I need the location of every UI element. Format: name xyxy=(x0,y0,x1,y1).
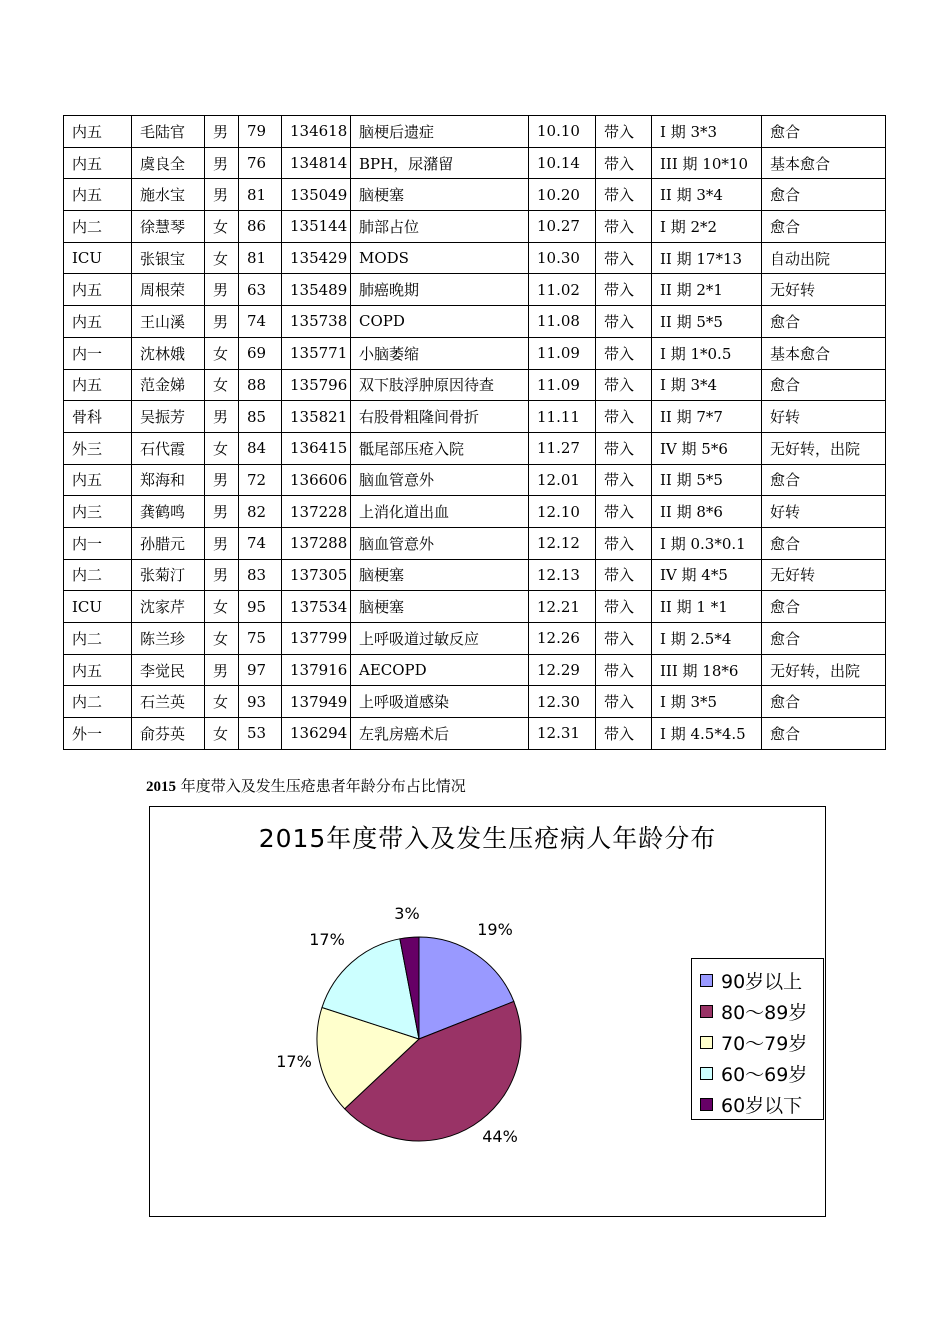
cell-diagnosis: 脑血管意外 xyxy=(351,464,529,496)
cell-age: 85 xyxy=(239,401,282,433)
cell-dept: 内二 xyxy=(64,623,132,655)
cell-diagnosis: 双下肢浮肿原因待查 xyxy=(351,369,529,401)
cell-diagnosis: 肺部占位 xyxy=(351,211,529,243)
cell-sex: 女 xyxy=(205,337,239,369)
cell-dept: 内五 xyxy=(64,147,132,179)
cell-date: 11.08 xyxy=(529,306,596,338)
table-row xyxy=(64,369,886,401)
cell-dept: 内二 xyxy=(64,559,132,591)
cell-outcome: 好转 xyxy=(762,401,886,433)
cell-sex: 男 xyxy=(205,274,239,306)
cell-sex: 男 xyxy=(205,559,239,591)
cell-sex: 男 xyxy=(205,527,239,559)
cell-outcome: 愈合 xyxy=(762,179,886,211)
cell-age: 88 xyxy=(239,369,282,401)
chart-caption xyxy=(146,775,466,796)
cell-age: 86 xyxy=(239,211,282,243)
patient-table xyxy=(63,115,886,750)
cell-outcome: 自动出院 xyxy=(762,242,886,274)
table-row xyxy=(64,718,886,750)
cell-dept: ICU xyxy=(64,591,132,623)
cell-outcome: 愈合 xyxy=(762,623,886,655)
cell-stage-size: II 期 1 *1 xyxy=(652,591,762,623)
cell-dept: 骨科 xyxy=(64,401,132,433)
cell-outcome: 愈合 xyxy=(762,686,886,718)
cell-sex: 女 xyxy=(205,242,239,274)
cell-record-no: 137534 xyxy=(282,591,351,623)
table-row xyxy=(64,211,886,243)
cell-name: 李觉民 xyxy=(132,654,205,686)
legend-swatch-90-plus xyxy=(700,974,713,987)
cell-dept: 内一 xyxy=(64,527,132,559)
cell-date: 11.09 xyxy=(529,369,596,401)
cell-age: 82 xyxy=(239,496,282,528)
legend-item-80-89 xyxy=(700,996,807,1026)
cell-sex: 女 xyxy=(205,369,239,401)
cell-date: 10.14 xyxy=(529,147,596,179)
cell-record-no: 135738 xyxy=(282,306,351,338)
cell-dept: 内三 xyxy=(64,496,132,528)
cell-source: 带入 xyxy=(596,306,652,338)
cell-sex: 男 xyxy=(205,306,239,338)
cell-date: 12.01 xyxy=(529,464,596,496)
cell-sex: 男 xyxy=(205,401,239,433)
cell-record-no: 135429 xyxy=(282,242,351,274)
legend-label-under-60: 60岁以下 xyxy=(721,1094,803,1117)
table-body xyxy=(64,116,886,750)
data-label-70-79: 17% xyxy=(276,1052,312,1071)
cell-name: 徐慧琴 xyxy=(132,211,205,243)
cell-date: 12.13 xyxy=(529,559,596,591)
cell-name: 王山溪 xyxy=(132,306,205,338)
cell-record-no: 134618 xyxy=(282,116,351,148)
cell-sex: 女 xyxy=(205,623,239,655)
cell-source: 带入 xyxy=(596,274,652,306)
cell-record-no: 136294 xyxy=(282,718,351,750)
cell-diagnosis: 脑梗塞 xyxy=(351,559,529,591)
cell-date: 12.31 xyxy=(529,718,596,750)
cell-stage-size: III 期 10*10 xyxy=(652,147,762,179)
cell-date: 10.20 xyxy=(529,179,596,211)
cell-name: 沈家芹 xyxy=(132,591,205,623)
cell-record-no: 137305 xyxy=(282,559,351,591)
cell-source: 带入 xyxy=(596,179,652,211)
cell-sex: 女 xyxy=(205,686,239,718)
cell-source: 带入 xyxy=(596,496,652,528)
cell-age: 79 xyxy=(239,116,282,148)
cell-diagnosis: 骶尾部压疮入院 xyxy=(351,432,529,464)
cell-name: 沈林娥 xyxy=(132,337,205,369)
cell-outcome: 愈合 xyxy=(762,718,886,750)
cell-diagnosis: AECOPD xyxy=(351,654,529,686)
cell-stage-size: I 期 2*2 xyxy=(652,211,762,243)
cell-outcome: 愈合 xyxy=(762,116,886,148)
cell-age: 75 xyxy=(239,623,282,655)
legend-item-60-69 xyxy=(700,1058,807,1088)
cell-age: 53 xyxy=(239,718,282,750)
cell-diagnosis: 右股骨粗隆间骨折 xyxy=(351,401,529,433)
cell-source: 带入 xyxy=(596,686,652,718)
cell-name: 张银宝 xyxy=(132,242,205,274)
cell-age: 83 xyxy=(239,559,282,591)
cell-age: 63 xyxy=(239,274,282,306)
cell-record-no: 137949 xyxy=(282,686,351,718)
cell-source: 带入 xyxy=(596,337,652,369)
cell-date: 10.10 xyxy=(529,116,596,148)
cell-record-no: 136606 xyxy=(282,464,351,496)
cell-diagnosis: 脑梗塞 xyxy=(351,179,529,211)
cell-dept: ICU xyxy=(64,242,132,274)
cell-sex: 男 xyxy=(205,654,239,686)
caption-year: 2015 xyxy=(146,779,176,795)
cell-date: 11.27 xyxy=(529,432,596,464)
cell-source: 带入 xyxy=(596,559,652,591)
cell-source: 带入 xyxy=(596,116,652,148)
cell-age: 93 xyxy=(239,686,282,718)
cell-record-no: 137228 xyxy=(282,496,351,528)
cell-age: 69 xyxy=(239,337,282,369)
cell-date: 11.09 xyxy=(529,337,596,369)
cell-dept: 内五 xyxy=(64,369,132,401)
cell-name: 俞芬英 xyxy=(132,718,205,750)
cell-stage-size: II 期 17*13 xyxy=(652,242,762,274)
chart-legend xyxy=(691,958,824,1120)
legend-swatch-under-60 xyxy=(700,1098,713,1111)
cell-dept: 内五 xyxy=(64,116,132,148)
cell-name: 石兰英 xyxy=(132,686,205,718)
cell-date: 11.11 xyxy=(529,401,596,433)
cell-age: 97 xyxy=(239,654,282,686)
cell-source: 带入 xyxy=(596,401,652,433)
table-row xyxy=(64,623,886,655)
cell-diagnosis: 脑血管意外 xyxy=(351,527,529,559)
table-row xyxy=(64,559,886,591)
cell-outcome: 无好转 xyxy=(762,274,886,306)
table-row xyxy=(64,242,886,274)
cell-outcome: 无好转，出院 xyxy=(762,654,886,686)
cell-stage-size: IV 期 4*5 xyxy=(652,559,762,591)
cell-name: 施水宝 xyxy=(132,179,205,211)
cell-name: 范金娣 xyxy=(132,369,205,401)
cell-stage-size: I 期 2.5*4 xyxy=(652,623,762,655)
cell-source: 带入 xyxy=(596,211,652,243)
cell-stage-size: II 期 5*5 xyxy=(652,464,762,496)
table-row xyxy=(64,274,886,306)
cell-stage-size: II 期 8*6 xyxy=(652,496,762,528)
cell-stage-size: I 期 1*0.5 xyxy=(652,337,762,369)
cell-record-no: 135049 xyxy=(282,179,351,211)
cell-age: 84 xyxy=(239,432,282,464)
cell-stage-size: III 期 18*6 xyxy=(652,654,762,686)
cell-outcome: 愈合 xyxy=(762,306,886,338)
cell-stage-size: II 期 3*4 xyxy=(652,179,762,211)
cell-date: 12.21 xyxy=(529,591,596,623)
cell-stage-size: I 期 3*4 xyxy=(652,369,762,401)
cell-name: 龚鹤鸣 xyxy=(132,496,205,528)
table-row xyxy=(64,116,886,148)
cell-diagnosis: COPD xyxy=(351,306,529,338)
table-row xyxy=(64,686,886,718)
legend-item-90-plus xyxy=(700,965,802,995)
cell-sex: 女 xyxy=(205,211,239,243)
table-row xyxy=(64,591,886,623)
cell-date: 12.26 xyxy=(529,623,596,655)
cell-name: 虞良全 xyxy=(132,147,205,179)
cell-source: 带入 xyxy=(596,464,652,496)
cell-age: 81 xyxy=(239,179,282,211)
cell-dept: 外三 xyxy=(64,432,132,464)
cell-age: 95 xyxy=(239,591,282,623)
cell-outcome: 无好转，出院 xyxy=(762,432,886,464)
cell-diagnosis: 脑梗塞 xyxy=(351,591,529,623)
cell-outcome: 愈合 xyxy=(762,591,886,623)
cell-record-no: 137799 xyxy=(282,623,351,655)
cell-sex: 男 xyxy=(205,464,239,496)
cell-date: 10.27 xyxy=(529,211,596,243)
cell-diagnosis: 上消化道出血 xyxy=(351,496,529,528)
cell-source: 带入 xyxy=(596,527,652,559)
cell-dept: 内一 xyxy=(64,337,132,369)
table-row xyxy=(64,337,886,369)
cell-record-no: 134814 xyxy=(282,147,351,179)
cell-age: 81 xyxy=(239,242,282,274)
table-row xyxy=(64,179,886,211)
cell-outcome: 好转 xyxy=(762,496,886,528)
table-row xyxy=(64,147,886,179)
legend-swatch-60-69 xyxy=(700,1067,713,1080)
cell-date: 11.02 xyxy=(529,274,596,306)
chart-title: 2015年度带入及发生压疮病人年龄分布 xyxy=(258,824,717,853)
cell-source: 带入 xyxy=(596,718,652,750)
cell-name: 吴振芳 xyxy=(132,401,205,433)
cell-sex: 男 xyxy=(205,496,239,528)
cell-stage-size: I 期 0.3*0.1 xyxy=(652,527,762,559)
table-row xyxy=(64,401,886,433)
cell-source: 带入 xyxy=(596,432,652,464)
legend-label-80-89: 80～89岁 xyxy=(721,1001,808,1024)
data-label-90-plus: 19% xyxy=(477,920,513,939)
cell-source: 带入 xyxy=(596,147,652,179)
cell-outcome: 愈合 xyxy=(762,211,886,243)
cell-name: 张菊汀 xyxy=(132,559,205,591)
legend-item-under-60 xyxy=(700,1089,802,1119)
cell-name: 周根荣 xyxy=(132,274,205,306)
cell-diagnosis: 肺癌晚期 xyxy=(351,274,529,306)
cell-diagnosis: 左乳房癌术后 xyxy=(351,718,529,750)
cell-dept: 内五 xyxy=(64,654,132,686)
legend-label-70-79: 70～79岁 xyxy=(721,1032,808,1055)
caption-text: 年度带入及发生压疮患者年龄分布占比情况 xyxy=(176,777,466,795)
cell-outcome: 愈合 xyxy=(762,369,886,401)
cell-name: 孙腊元 xyxy=(132,527,205,559)
cell-outcome: 无好转 xyxy=(762,559,886,591)
cell-name: 陈兰珍 xyxy=(132,623,205,655)
legend-swatch-70-79 xyxy=(700,1036,713,1049)
cell-name: 郑海和 xyxy=(132,464,205,496)
cell-stage-size: I 期 4.5*4.5 xyxy=(652,718,762,750)
cell-sex: 女 xyxy=(205,591,239,623)
cell-dept: 内二 xyxy=(64,211,132,243)
cell-age: 74 xyxy=(239,306,282,338)
cell-sex: 男 xyxy=(205,116,239,148)
cell-date: 10.30 xyxy=(529,242,596,274)
cell-date: 12.10 xyxy=(529,496,596,528)
cell-outcome: 愈合 xyxy=(762,464,886,496)
cell-dept: 外一 xyxy=(64,718,132,750)
cell-sex: 男 xyxy=(205,179,239,211)
cell-source: 带入 xyxy=(596,623,652,655)
cell-record-no: 137288 xyxy=(282,527,351,559)
cell-diagnosis: 上呼吸道感染 xyxy=(351,686,529,718)
cell-stage-size: II 期 5*5 xyxy=(652,306,762,338)
cell-dept: 内五 xyxy=(64,306,132,338)
cell-age: 76 xyxy=(239,147,282,179)
cell-record-no: 137916 xyxy=(282,654,351,686)
cell-sex: 女 xyxy=(205,432,239,464)
cell-date: 12.29 xyxy=(529,654,596,686)
table-row xyxy=(64,306,886,338)
cell-record-no: 135489 xyxy=(282,274,351,306)
cell-stage-size: I 期 3*5 xyxy=(652,686,762,718)
cell-diagnosis: MODS xyxy=(351,242,529,274)
table-row xyxy=(64,527,886,559)
cell-date: 12.12 xyxy=(529,527,596,559)
cell-dept: 内五 xyxy=(64,464,132,496)
cell-stage-size: II 期 2*1 xyxy=(652,274,762,306)
cell-stage-size: II 期 7*7 xyxy=(652,401,762,433)
cell-source: 带入 xyxy=(596,242,652,274)
cell-source: 带入 xyxy=(596,369,652,401)
cell-record-no: 135821 xyxy=(282,401,351,433)
cell-source: 带入 xyxy=(596,654,652,686)
legend-swatch-80-89 xyxy=(700,1005,713,1018)
cell-record-no: 136415 xyxy=(282,432,351,464)
cell-age: 72 xyxy=(239,464,282,496)
cell-diagnosis: 小脑萎缩 xyxy=(351,337,529,369)
cell-name: 石代霞 xyxy=(132,432,205,464)
cell-stage-size: IV 期 5*6 xyxy=(652,432,762,464)
cell-diagnosis: BPH，尿潴留 xyxy=(351,147,529,179)
cell-name: 毛陆官 xyxy=(132,116,205,148)
table-row xyxy=(64,496,886,528)
data-label-under-60: 3% xyxy=(394,904,420,923)
cell-source: 带入 xyxy=(596,591,652,623)
cell-record-no: 135771 xyxy=(282,337,351,369)
cell-record-no: 135144 xyxy=(282,211,351,243)
cell-age: 74 xyxy=(239,527,282,559)
data-label-80-89: 44% xyxy=(482,1127,518,1146)
table-row xyxy=(64,464,886,496)
cell-outcome: 基本愈合 xyxy=(762,337,886,369)
table-row xyxy=(64,654,886,686)
cell-sex: 女 xyxy=(205,718,239,750)
cell-stage-size: I 期 3*3 xyxy=(652,116,762,148)
cell-dept: 内五 xyxy=(64,179,132,211)
legend-label-90-plus: 90岁以上 xyxy=(721,970,803,993)
data-label-60-69: 17% xyxy=(309,930,345,949)
table-row xyxy=(64,432,886,464)
pie-chart xyxy=(149,806,826,1217)
cell-outcome: 基本愈合 xyxy=(762,147,886,179)
cell-dept: 内五 xyxy=(64,274,132,306)
cell-record-no: 135796 xyxy=(282,369,351,401)
cell-outcome: 愈合 xyxy=(762,527,886,559)
legend-label-60-69: 60～69岁 xyxy=(721,1063,808,1086)
cell-dept: 内二 xyxy=(64,686,132,718)
cell-sex: 男 xyxy=(205,147,239,179)
cell-diagnosis: 上呼吸道过敏反应 xyxy=(351,623,529,655)
cell-date: 12.30 xyxy=(529,686,596,718)
legend-item-70-79 xyxy=(700,1027,807,1057)
cell-diagnosis: 脑梗后遗症 xyxy=(351,116,529,148)
